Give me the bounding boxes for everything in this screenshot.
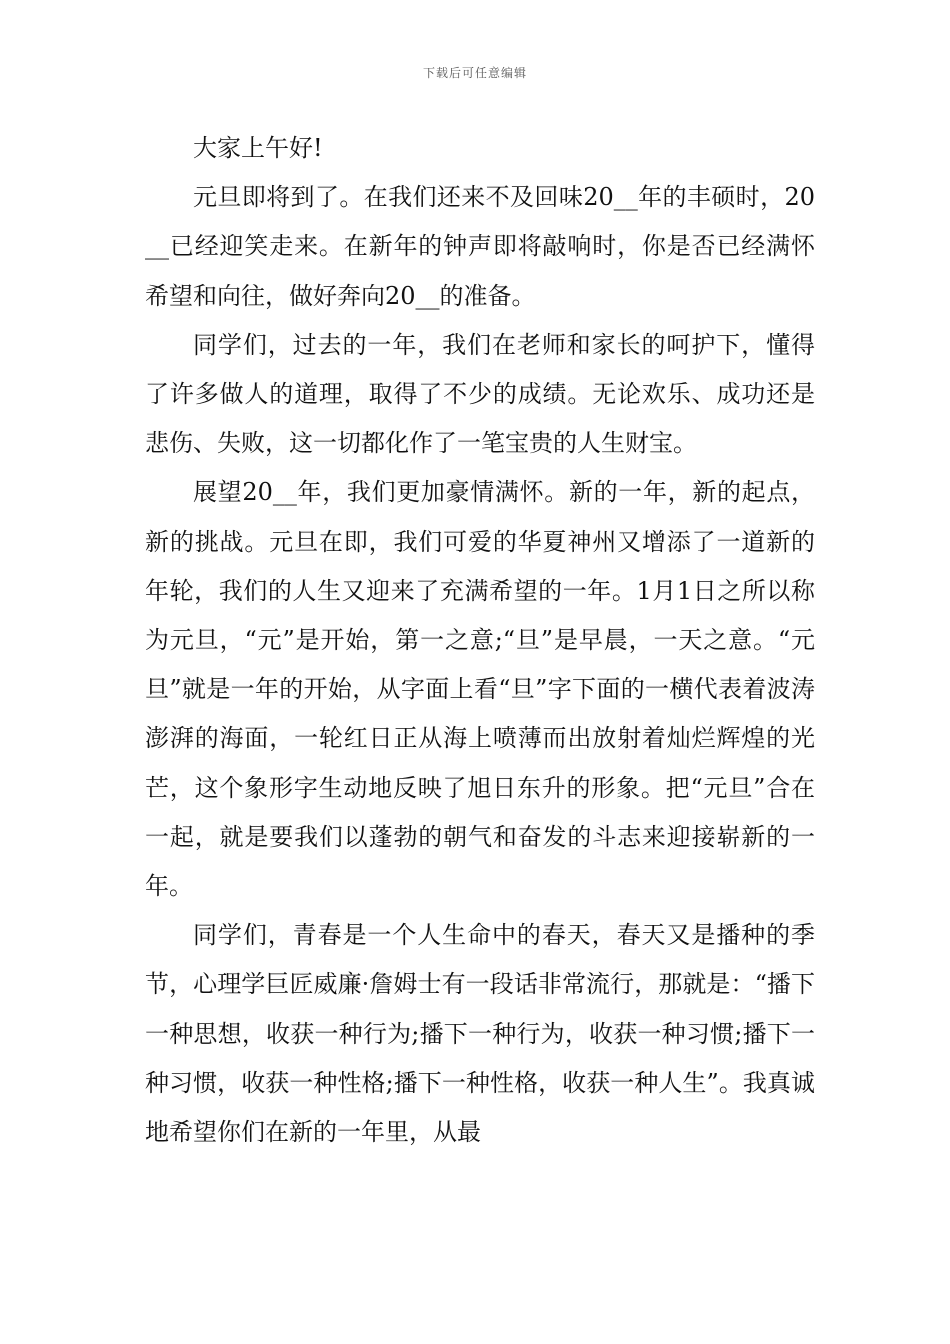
paragraph-youth-spring: 同学们，青春是一个人生命中的春天，春天又是播种的季节，心理学巨匠威廉·詹姆士有一段话非常流行，那就是：“播下一种思想，收获一种行为;播下一种行为，收获一种习惯;播下一种习惯，收获一种性格;播下一种性格，收获一种人生”。我真诚地希望你们在新的一年里，从最 xyxy=(145,921,815,1147)
paragraph-new-year-coming: 元旦即将到了。在我们还来不及回味20__年的丰硕时，20__已经迎笑走来。在新年的钟声即将敲响时，你是否已经满怀希望和向往，做好奔向20__的准备。 xyxy=(145,183,815,310)
document-body xyxy=(145,124,815,1157)
page-header: 下载后可任意编辑 xyxy=(422,66,527,80)
paragraph-greeting: 大家上午好! xyxy=(193,134,323,162)
paragraph-past-year: 同学们，过去的一年，我们在老师和家长的呵护下，懂得了许多做人的道理，取得了不少的成绩。无论欢乐、成功还是悲伤、失败，这一切都化作了一笔宝贵的人生财宝。 xyxy=(145,330,815,458)
paragraph-looking-forward: 展望20__年，我们更加豪情满怀。新的一年，新的起点，新的挑战。元旦在即，我们可爱的华夏神州又增添了一道新的年轮，我们的人生又迎来了充满希望的一年。1月1日之所以称为元旦，“元”是开始，第一之意;“旦”是早晨，一天之意。“元旦”就是一年的开始，从字面上看“旦”字下面的一横代表着波涛澎湃的海面，一轮红日正从海上喷薄而出放射着灿烂辉煌的光芒，这个象形字生动地反映了旭日东升的形象。把“元旦”合在一起，就是要我们以蓬勃的朝气和奋发的斗志来迎接崭新的一年。 xyxy=(145,478,815,901)
